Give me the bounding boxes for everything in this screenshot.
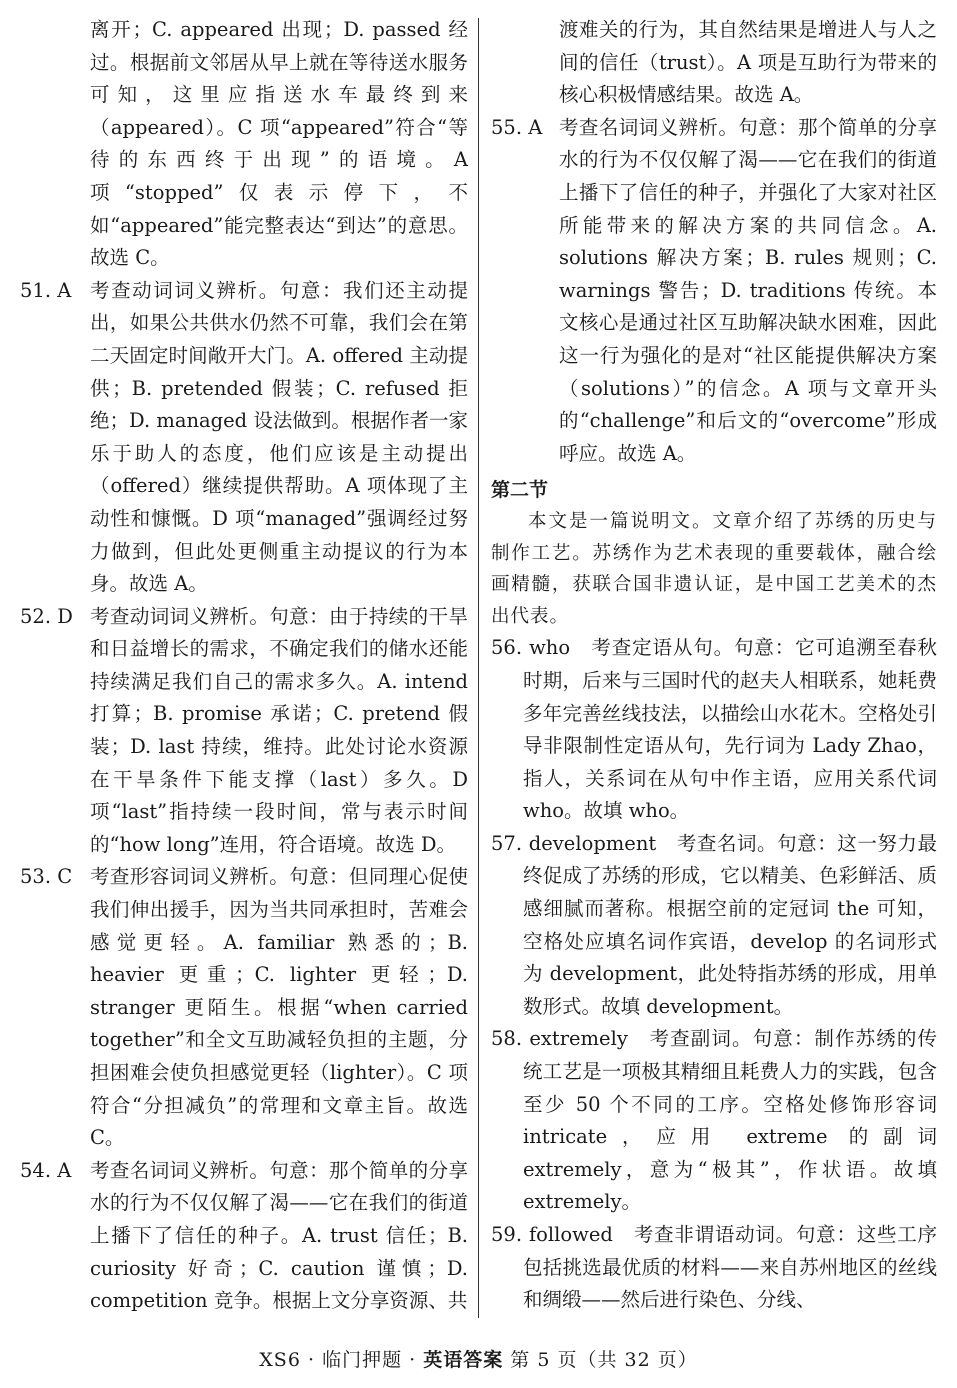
section-title: 第二节 <box>491 479 549 502</box>
footer-code: XS6 <box>259 1349 301 1371</box>
answer-item-56 <box>491 632 937 828</box>
answer-explanation: 考查形容词词义辨析。句意：但同理心促使我们伸出援手，因为当共同承担时，苦难会感觉更轻。A. familiar 熟悉的；B. heavier 更重；C. lighter 更轻；D. stranger 更陌生。根据“when carried together”和全文互助减轻负担的主题，分担困难会使负担感觉更轻（lighter）。C 项符合“分担减负”的常理和文章主旨。故选 C。 <box>90 865 468 1150</box>
footer-separator: · <box>409 1349 417 1371</box>
answer-item-51 <box>20 275 468 601</box>
answer-item-53 <box>20 861 468 1154</box>
answer-explanation: 考查动词词义辨析。句意：由于持续的干旱和日益增长的需求，不确定我们的储水还能持续满足我们自己的需求多久。A. intend 打算；B. promise 承诺；C. pretend 假装；D. last 持续，维持。此处讨论水资源在干旱条件下能支撑（last）多久。D 项“last”指持续一段时间，常与表示时间的“how long”连用，符合语境。故选 D。 <box>90 604 468 856</box>
answer-number: 53. C <box>20 865 73 889</box>
continuation-paragraph: 渡难关的行为，其自然结果是增进人与人之间的信任（trust）。A 项是互助行为带来的核心积极情感结果。故选 A。 <box>559 18 937 107</box>
answer-number: 56. who <box>491 636 571 660</box>
continuation-paragraph: 离开；C. appeared 出现；D. passed 经过。根据前文邻居从早上就在等待送水服务可知，这里应指送水车最终到来（appeared）。C 项“appeared”符合“等待的东西终于出现”的语境。A 项“stopped”仅表示停下，不如“appeared”能完整表达“到达”的意思。故选 C。 <box>90 18 468 270</box>
page-footer <box>0 1345 957 1372</box>
answer-explanation: 考查名词词义辨析。句意：那个简单的分享水的行为不仅仅解了渴——它在我们的街道上播下了信任的种子。A. trust 信任；B. curiosity 好奇；C. caution 谨慎；D. competition 竞争。根据上文分享资源、共 <box>90 1158 468 1313</box>
answer-item-55 <box>491 112 937 471</box>
footer-page-number: 第 5 页（共 32 页） <box>510 1349 698 1371</box>
answer-explanation: 考查非谓语动词。句意：这些工序包括挑选最优质的材料——来自苏州地区的丝线和绸缎——然后进行染色、分线、 <box>523 1223 937 1312</box>
answer-explanation: 考查副词。句意：制作苏绣的传统工艺是一项极其精细且耗费人力的实践，包含至少 50 个不同的工序。空格处修饰形容词 intricate，应用 extreme 的副词 extremely，意为“极其”，作状语。故填 extremely。 <box>523 1027 937 1214</box>
column-divider <box>478 18 479 1318</box>
answer-explanation: 考查名词词义辨析。句意：那个简单的分享水的行为不仅仅解了渴——它在我们的街道上播下了信任的种子，并强化了大家对社区所能带来的解决方案的共同信念。A. solutions 解决方案；B. rules 规则；C. warnings 警告；D. traditions 传统。本文核心是通过社区互助解决缺水困难，因此这一行为强化的是对“社区能提供解决方案（solutions）”的信念。A 项与文章开头的“challenge”和后文的“overcome”形成呼应。故选 A。 <box>559 115 937 465</box>
answer-number: 54. A <box>20 1158 72 1182</box>
answer-item-57 <box>491 828 937 1024</box>
footer-subject: 英语答案 <box>423 1349 504 1371</box>
right-column <box>491 14 937 1317</box>
left-column <box>20 14 468 1318</box>
answer-explanation: 考查定语从句。句意：它可追溯至春秋时期，后来与三国时代的赵夫人相联系，她耗费多年完善丝线技法，以描绘山水花木。空格处引导非限制性定语从句，先行词为 Lady Zhao，指人，关系词在从句中作主语，应用关系代词 who。故填 who。 <box>523 636 937 823</box>
answer-number: 55. A <box>491 115 543 139</box>
answer-number: 52. D <box>20 604 73 628</box>
answer-item-54 <box>20 1155 468 1318</box>
answer-item-52 <box>20 601 468 862</box>
answer-explanation: 考查名词。句意：这一努力最终促成了苏绣的形成，它以精美、色彩鲜活、质感细腻而著称。根据空前的定冠词 the 可知，空格处应填名词作宾语，develop 的名词形式为 development，此处特指苏绣的形成，用单数形式。故填 development。 <box>523 831 937 1018</box>
answer-number: 51. A <box>20 278 72 302</box>
answer-item-58 <box>491 1023 937 1219</box>
section-intro: 本文是一篇说明文。文章介绍了苏绣的历史与制作工艺。苏绣作为艺术表现的重要载体，融合绘画精髓，获联合国非遗认证，是中国工艺美术的杰出代表。 <box>491 511 937 627</box>
answer-number: 58. extremely <box>491 1027 628 1051</box>
answer-number: 57. development <box>491 831 657 855</box>
footer-separator: · <box>307 1349 316 1371</box>
answer-explanation: 考查动词词义辨析。句意：我们还主动提出，如果公共供水仍然不可靠，我们会在第二天固定时间敞开大门。A. offered 主动提供；B. pretended 假装；C. refused 拒绝；D. managed 设法做到。根据作者一家乐于助人的态度，他们应该是主动提出（offered）继续提供帮助。A 项体现了主动性和慷慨。D 项“managed”强调经过努力做到，但此处更侧重主动提议的行为本身。故选 A。 <box>90 278 468 596</box>
answer-number: 59. followed <box>491 1223 613 1246</box>
answer-item-59 <box>491 1219 937 1317</box>
footer-series: 临门押题 <box>322 1349 403 1371</box>
